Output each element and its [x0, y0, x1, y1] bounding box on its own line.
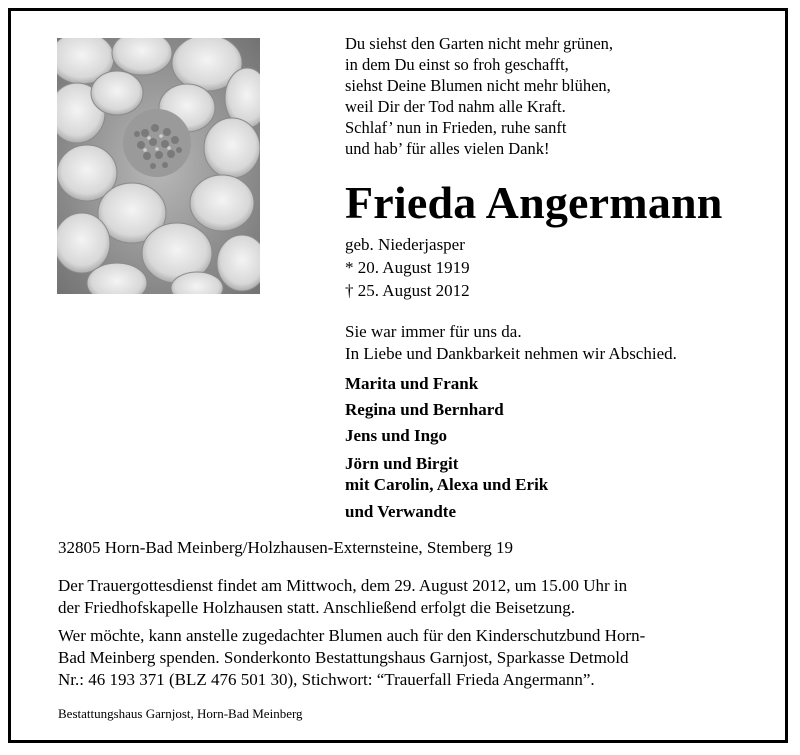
deceased-details	[345, 233, 470, 302]
service-line: Der Trauergottesdienst findet am Mittwoch, dem 29. August 2012, um 15.00 Uhr in	[58, 576, 628, 595]
poem-line: Du siehst den Garten nicht mehr grünen,	[345, 34, 614, 53]
donation-line: Bad Meinberg spenden. Sonderkonto Bestattungshaus Garnjost, Sparkasse Detmold	[58, 648, 629, 667]
family-address: 32805 Horn-Bad Meinberg/Holzhausen-Externsteine, Stemberg 19	[58, 538, 513, 557]
death-date: † 25. August 2012	[345, 281, 470, 300]
birth-name: geb. Niederjasper	[345, 235, 465, 254]
funeral-service-info	[58, 575, 748, 619]
farewell-line-2: In Liebe und Dankbarkeit nehmen wir Abschied.	[345, 344, 677, 363]
mourner-entry: und Verwandte	[345, 502, 457, 521]
mourner-entry: Regina und Bernhard	[345, 400, 504, 419]
birth-date: * 20. August 1919	[345, 258, 470, 277]
poem-line: und hab’ für alles vielen Dank!	[345, 139, 550, 158]
mourner-entry: Jens und Ingo	[345, 426, 448, 445]
mourner-entry: Marita und Frank	[345, 374, 479, 393]
donation-line: Wer möchte, kann anstelle zugedachter Blumen auch für den Kinderschutzbund Horn-	[58, 626, 646, 645]
poem-line: weil Dir der Tod nahm alle Kraft.	[345, 97, 566, 116]
donation-info	[58, 625, 748, 691]
poem-line: in dem Du einst so froh geschafft,	[345, 55, 569, 74]
memorial-poem	[345, 33, 613, 159]
poem-line: Schlaf’ nun in Frieden, ruhe sanft	[345, 118, 567, 137]
deceased-name: Frieda Angermann	[345, 177, 723, 228]
flower-image	[57, 38, 260, 294]
service-line: der Friedhofskapelle Holzhausen statt. Anschließend erfolgt die Beisetzung.	[58, 598, 575, 617]
donation-line: Nr.: 46 193 371 (BLZ 476 501 30), Stichwort: “Trauerfall Frieda Angermann”.	[58, 670, 595, 689]
funeral-home-credit: Bestattungshaus Garnjost, Horn-Bad Meinberg	[58, 706, 303, 721]
mourner-entry: mit Carolin, Alexa und Erik	[345, 475, 549, 494]
poem-line: siehst Deine Blumen nicht mehr blühen,	[345, 76, 611, 95]
farewell-text	[345, 321, 677, 365]
hydrangea-photo	[57, 38, 260, 294]
mourner-entry: Jörn und Birgit	[345, 454, 459, 473]
farewell-line-1: Sie war immer für uns da.	[345, 322, 522, 341]
